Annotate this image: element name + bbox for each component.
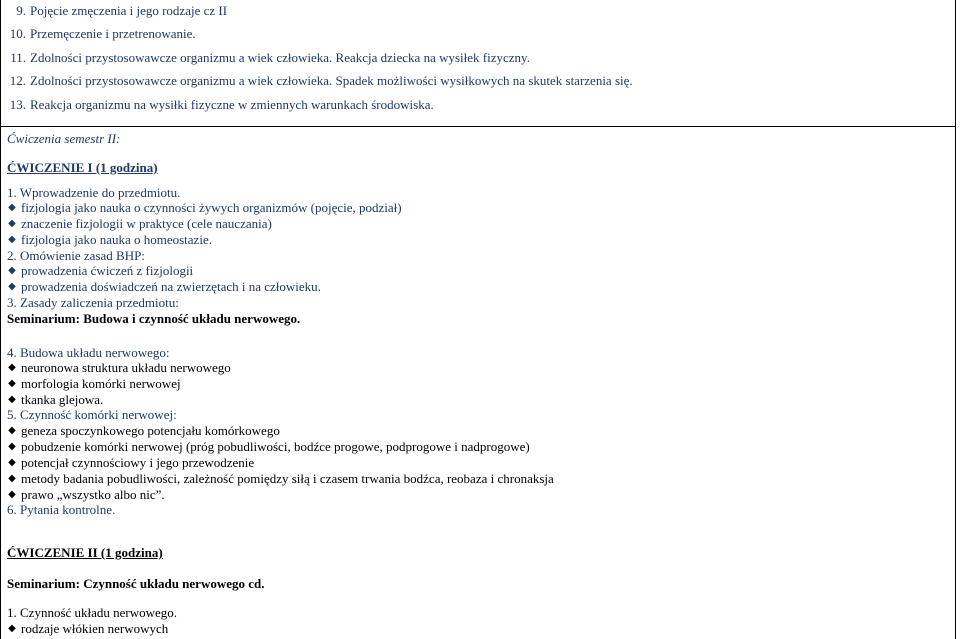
diamond-bullet-icon: ◆ [8,202,16,213]
list-item: 1. Wprowadzenie do przedmiotu. [7,185,181,200]
list-item: 9. Pojęcie zmęczenia i jego rodzaje cz II [16,3,228,18]
diamond-bullet-icon: ◆ [8,265,16,276]
diamond-bullet-icon: ◆ [8,234,16,245]
list-item: 3. Zasady zaliczenia przedmiotu: [7,295,179,310]
list-item: 1. Czynność układu nerwowego. [7,605,178,620]
list-item: 5. Czynność komórki nerwowej: [7,407,177,422]
diamond-bullet-icon: ◆ [8,394,16,405]
diamond-bullet-icon: ◆ [8,362,16,373]
list-item: 6. Pytania kontrolne. [7,502,116,517]
diamond-bullet-icon: ◆ [8,473,16,484]
diamond-bullet-icon: ◆ [8,457,16,468]
list-item: 11. Zdolności przystosowawcze organizmu a wiek człowieka. Reakcja dziecka na wysiłek fizyczny. [10,50,530,65]
diamond-bullet-icon: ◆ [8,281,16,292]
bottom-table-cell: Ćwiczenia semestr II: ĆWICZENIE I (1 godzina) 1. Wprowadzenie do przedmiotu. ◆ fizjologia jako nauka o czynności żywych organizmów (pojęcie, podział) ◆ znaczenie fizjologii w praktyce (cele nauczania) ◆ fizjologia jako nauka o homeostazie. 2. Omówienie zasad BHP: ◆ prowadzenia ćwiczeń z fizjologii ◆ prowadzenia doświadczeń na zwierzętach i na człowieku. 3. Zasady zaliczenia przedmiotu: Seminarium: Budowa i czynność układu nerwowego. 4. Budowa układu nerwowego: ◆ neuronowa struktura układu nerwowego ◆ morfologia komórki nerwowej ◆ tkanka glejowa. 5. Czynność komórki nerwowej: ◆ geneza spoczynkowego potencjału komórkowego ◆ pobudzenie komórki nerwowej (próg pobudliwości, bodźce progowe, podprogowe i nadprogowe) ◆ potencjał czynnościowy i jego przewodzenie ◆ metody badania pobudliwości, zależność pomiędzy siłą i czasem trwania bodźca, reobaza i chronaksja ◆ prawo „wszystko albo nic”. 6. Pytania kontrolne. ĆWICZENIE II (1 godzina) Seminarium: Czynność układu nerwowego cd. 1. Czynność układu nerwowego. ◆ rodzaje włókien nerwowych [0,127,956,639]
list-item: 4. Budowa układu nerwowego: [7,345,170,360]
diamond-bullet-icon: ◆ [8,378,16,389]
semester-heading: Ćwiczenia semestr II: [7,131,121,146]
diamond-bullet-icon: ◆ [8,218,16,229]
diamond-bullet-icon: ◆ [8,489,16,500]
exercise-1-heading: ĆWICZENIE I (1 godzina) [7,160,158,175]
list-item: 2. Omówienie zasad BHP: [7,248,145,263]
top-table-cell [0,0,956,127]
exercise-2-heading: ĆWICZENIE II (1 godzina) [7,545,163,560]
diamond-bullet-icon: ◆ [8,425,16,436]
list-item: 12. Zdolności przystosowawcze organizmu a wiek człowieka. Spadek możliwości wysiłkowych na skutek starzenia się. [9,73,633,88]
diamond-bullet-icon: ◆ [8,623,16,634]
seminar-heading: Seminarium: Budowa i czynność układu nerwowego. [7,311,301,326]
list-item: 10. Przemęczenie i przetrenowanie. [9,26,196,41]
seminar-heading: Seminarium: Czynność układu nerwowego cd. [7,576,265,591]
list-item: 13. Reakcja organizmu na wysiłki fizyczne w zmiennych warunkach środowiska. [9,97,434,112]
diamond-bullet-icon: ◆ [8,441,16,452]
